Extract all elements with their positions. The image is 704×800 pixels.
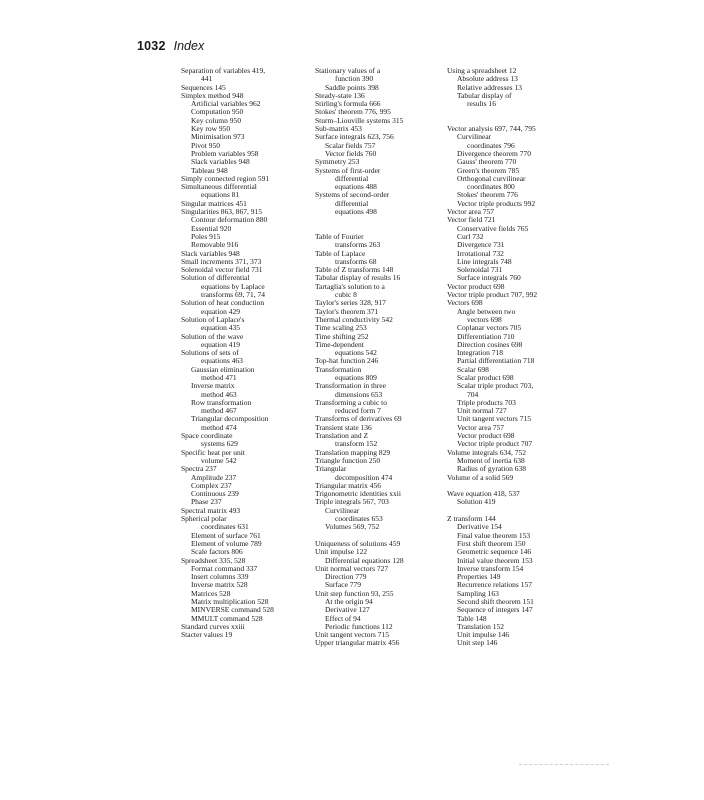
index-entry: Vectors 698 xyxy=(447,298,483,308)
index-subentry: Surface 779 xyxy=(325,580,362,590)
index-subentry: Triple products 703 xyxy=(457,397,516,407)
index-subentry: Recurrence relations 157 xyxy=(457,580,532,590)
index-subentry: Scalar 698 xyxy=(457,364,489,374)
index-subentry: Divergence theorem 770 xyxy=(457,148,532,158)
index-subentry: equations 809 xyxy=(335,372,377,382)
index-subentry: Scalar fields 757 xyxy=(325,140,376,150)
index-subentry: Element of volume 789 xyxy=(191,538,262,548)
index-subentry: Format command 337 xyxy=(191,563,258,573)
index-subentry: 441 xyxy=(201,74,213,84)
index-entry: Top-hat function 246 xyxy=(315,356,379,366)
index-subentry: At the origin 94 xyxy=(325,597,373,606)
index-subentry: equations 542 xyxy=(335,348,377,358)
index-entry: Table of Fourier xyxy=(315,231,364,241)
index-entry: Simultaneous differential xyxy=(181,182,257,192)
index-subentry: Matrix multiplication 528 xyxy=(191,597,269,606)
index-subentry: Matrices 528 xyxy=(191,588,231,598)
index-subentry: function 390 xyxy=(335,74,374,84)
index-subentry: MMULT command 528 xyxy=(191,613,263,623)
index-subentry: Moment of inertia 638 xyxy=(457,455,525,465)
index-subentry: Absolute address 13 xyxy=(457,74,518,84)
index-subentry: Continuous 239 xyxy=(191,489,239,499)
index-entry: Surface integrals 623, 756 xyxy=(315,132,394,142)
index-entry: Unit tangent vectors 715 xyxy=(315,630,389,640)
index-subentry: Second shift theorem 151 xyxy=(457,597,534,606)
index-subentry: transform 152 xyxy=(335,439,378,449)
index-entry: Stacter values 19 xyxy=(181,630,233,640)
index-subentry: Vector fields 760 xyxy=(325,148,377,158)
index-subentry: coordinates 631 xyxy=(201,522,249,532)
index-entry: Spreadsheet 335, 528 xyxy=(181,555,246,565)
index-entry: Uniqueness of solutions 459 xyxy=(315,538,401,548)
index-subentry: method 471 xyxy=(201,372,237,382)
index-entry: Volume integrals 634, 752 xyxy=(447,447,527,457)
index-entry: Vector field 721 xyxy=(447,215,496,225)
index-entry: Standard curves xxiii xyxy=(181,621,245,631)
index-entry: Solenoidal vector field 731 xyxy=(181,265,263,275)
index-entry: Triple integrals 567, 703 xyxy=(315,497,389,507)
index-entry: Time-dependent xyxy=(315,339,364,349)
index-subentry: Slack variables 948 xyxy=(191,157,250,167)
index-entry: Unit normal vectors 727 xyxy=(315,563,389,573)
index-entry: Triangular matrix 456 xyxy=(315,480,381,490)
index-subentry: Angle between two xyxy=(457,306,516,316)
index-subentry: Tableau 948 xyxy=(191,165,228,175)
index-entry: Sequences 145 xyxy=(181,82,226,92)
index-subentry: method 463 xyxy=(201,389,237,399)
index-subentry: Orthogonal curvilinear xyxy=(457,173,526,183)
index-subentry: method 467 xyxy=(201,406,237,416)
index-entry: Vector area 757 xyxy=(447,207,495,217)
index-subentry: Amplitude 237 xyxy=(191,472,237,482)
index-subentry: Tabular display of xyxy=(457,90,512,100)
index-subentry: equation 419 xyxy=(201,339,240,349)
index-subentry: Stokes' theorem 776 xyxy=(457,190,518,200)
page-header xyxy=(137,37,204,55)
index-subentry: Differentiation 710 xyxy=(457,331,515,341)
index-subentry: Vector triple products 992 xyxy=(457,198,536,208)
index-subentry: Vector triple product 707 xyxy=(457,439,533,449)
index-subentry: Key column 950 xyxy=(191,115,241,125)
index-subentry: Vector area 757 xyxy=(457,422,505,432)
index-subentry: Pivot 950 xyxy=(191,140,220,150)
index-subentry: Solution 419 xyxy=(457,497,496,507)
index-subentry: Direction 779 xyxy=(325,572,367,582)
index-subentry: Unit tangent vectors 715 xyxy=(457,414,531,424)
index-subentry: Inverse matrix 528 xyxy=(191,580,248,590)
index-subentry: Geometric sequence 146 xyxy=(457,547,532,557)
index-entry: Stokes' theorem 776, 995 xyxy=(315,107,391,117)
index-entry: Transforming a cubic to xyxy=(315,397,388,407)
index-entry: Sturm–Liouville systems 315 xyxy=(315,115,404,125)
index-subentry: Line integrals 748 xyxy=(457,256,512,266)
index-subentry: Irrotational 732 xyxy=(457,248,504,258)
index-entry: Transformation xyxy=(315,364,362,374)
index-entry: Trigonometric identities xxii xyxy=(315,489,401,499)
index-entry: Solution of Laplace's xyxy=(181,314,245,324)
index-subentry: Row transformation xyxy=(191,397,252,407)
index-subentry: equations by Laplace xyxy=(201,281,265,291)
index-subentry: Triangular decomposition xyxy=(191,414,269,424)
index-entry: Table of Laplace xyxy=(315,248,366,258)
index-subentry: Computation 950 xyxy=(191,107,244,117)
index-entry: Volume of a solid 569 xyxy=(447,472,514,482)
index-entry: Slack variables 948 xyxy=(181,248,240,258)
index-subentry: Derivative 127 xyxy=(325,605,370,615)
index-subentry: Relative addresses 13 xyxy=(457,82,522,92)
index-entry: Wave equation 418, 537 xyxy=(447,489,520,499)
index-subentry: Complex 237 xyxy=(191,480,232,490)
index-subentry: MINVERSE command 528 xyxy=(191,605,274,615)
index-subentry: Key row 950 xyxy=(191,124,231,134)
index-subentry: Sequence of integers 147 xyxy=(457,605,533,615)
index-entry: Triangular xyxy=(315,464,347,474)
index-subentry: Minimisation 973 xyxy=(191,132,245,142)
index-subentry: Problem variables 958 xyxy=(191,148,259,158)
index-subentry: Derivative 154 xyxy=(457,522,502,532)
index-subentry: Unit impulse 146 xyxy=(457,630,510,640)
index-subentry: Table 148 xyxy=(457,613,487,623)
index-subentry: Gaussian elimination xyxy=(191,364,255,374)
index-entry: Solution of the wave xyxy=(181,331,244,341)
index-subentry: Radius of gyration 638 xyxy=(457,464,526,474)
index-entry: Small increments 371, 373 xyxy=(181,256,262,266)
index-column-3 xyxy=(447,67,575,648)
index-entry: Systems of second-order xyxy=(315,190,390,200)
index-entry: Steady-state 136 xyxy=(315,90,365,100)
index-column-1 xyxy=(181,67,309,639)
index-subentry: Scalar triple product 703, xyxy=(457,381,534,391)
index-subentry: Insert columns 339 xyxy=(191,572,249,582)
index-subentry: Green's theorem 785 xyxy=(457,165,520,175)
index-subentry: transforms 68 xyxy=(335,256,377,266)
index-subentry: Scale factors 806 xyxy=(191,547,243,557)
index-entry: Singularities 863, 867, 915 xyxy=(181,207,263,217)
index-subentry: vectors 698 xyxy=(467,314,502,324)
index-subentry: Final value theorem 153 xyxy=(457,530,531,540)
index-entry: Vector product 698 xyxy=(447,281,505,291)
index-subentry: Unit normal 727 xyxy=(457,406,507,416)
index-entry: Spherical polar xyxy=(181,514,227,524)
index-entry: Singular matrices 451 xyxy=(181,198,247,208)
index-subentry: Periodic functions 112 xyxy=(325,621,393,631)
index-subentry: Partial differentiation 718 xyxy=(457,356,535,366)
index-subentry: 704 xyxy=(467,389,479,399)
index-gap xyxy=(447,108,575,116)
index-subentry: Surface integrals 760 xyxy=(457,273,521,283)
index-entry: Solution of differential xyxy=(181,273,250,283)
index-entry: Symmetry 253 xyxy=(315,157,360,167)
index-subentry: equation 429 xyxy=(201,306,240,316)
index-entry: Z transform 144 xyxy=(447,514,496,524)
index-subentry: equation 435 xyxy=(201,323,240,333)
index-entry: Spectral matrix 493 xyxy=(181,505,241,515)
index-subentry: Poles 915 xyxy=(191,231,221,241)
index-subentry: cubic 8 xyxy=(335,290,357,300)
index-gap xyxy=(315,216,443,224)
index-subentry: volume 542 xyxy=(201,455,237,465)
page-number: 1032 xyxy=(137,39,166,53)
index-entry: Vector analysis 697, 744, 795 xyxy=(447,124,536,134)
index-entry: Solutions of sets of xyxy=(181,348,239,358)
index-entry: Simplex method 948 xyxy=(181,90,244,100)
index-entry: Table of Z transforms 148 xyxy=(315,265,394,275)
index-entry: Transformation in three xyxy=(315,381,386,391)
index-entry: Vector triple product 707, 992 xyxy=(447,290,538,300)
index-subentry: Vector product 698 xyxy=(457,431,515,441)
index-subentry: Inverse transform 154 xyxy=(457,563,524,573)
index-entry: Transient state 136 xyxy=(315,422,372,432)
index-subentry: Artificial variables 962 xyxy=(191,99,261,109)
index-subentry: Curvilinear xyxy=(457,132,492,142)
section-title: Index xyxy=(173,39,205,53)
index-subentry: results 16 xyxy=(467,99,496,109)
index-subentry: Phase 237 xyxy=(191,497,222,507)
index-entry: Unit impulse 122 xyxy=(315,547,368,557)
index-subentry: Saddle points 398 xyxy=(325,82,379,92)
index-subentry: Properties 149 xyxy=(457,572,501,582)
index-subentry: Scalar product 698 xyxy=(457,372,514,382)
index-entry: Spectra 237 xyxy=(181,464,217,474)
index-entry: Solution of heat conduction xyxy=(181,298,265,308)
index-subentry: equations 463 xyxy=(201,356,243,366)
index-entry: Using a spreadsheet 12 xyxy=(447,66,517,75)
index-subentry: Integration 718 xyxy=(457,348,504,358)
index-entry: Stirling's formula 666 xyxy=(315,99,381,109)
index-entry: Unit step function 93, 255 xyxy=(315,588,394,598)
index-subentry: Inverse matrix xyxy=(191,381,235,391)
index-subentry: equations 498 xyxy=(335,207,377,217)
index-subentry: Essential 920 xyxy=(191,223,232,233)
index-entry: Time shifting 252 xyxy=(315,331,369,341)
index-entry: Tabular display of results 16 xyxy=(315,273,401,283)
index-entry: Systems of first-order xyxy=(315,165,381,175)
index-subentry: Unit step 146 xyxy=(457,638,498,648)
index-subentry: coordinates 800 xyxy=(467,182,515,192)
index-entry: Space coordinate xyxy=(181,431,233,441)
index-entry: Specific heat per unit xyxy=(181,447,245,457)
index-subentry: method 474 xyxy=(201,422,237,432)
index-entry: Transforms of derivatives 69 xyxy=(315,414,402,424)
index-subentry: Removable 916 xyxy=(191,240,239,250)
index-subentry: coordinates 653 xyxy=(335,514,383,524)
index-subentry: Contour deformation 880 xyxy=(191,215,268,225)
index-subentry: dimensions 653 xyxy=(335,389,383,399)
index-subentry: coordinates 796 xyxy=(467,140,515,150)
index-subentry: reduced form 7 xyxy=(335,406,381,416)
index-entry: Thermal conductivity 542 xyxy=(315,314,393,324)
index-subentry: First shift theorem 150 xyxy=(457,538,526,548)
index-subentry: systems 629 xyxy=(201,439,238,449)
index-subentry: differential xyxy=(335,198,369,208)
index-subentry: Conservative fields 765 xyxy=(457,223,529,233)
index-subentry: Direction cosines 698 xyxy=(457,339,523,349)
index-subentry: Divergence 731 xyxy=(457,240,505,250)
index-subentry: Volumes 569, 752 xyxy=(325,522,380,532)
index-entry: Tartaglia's solution to a xyxy=(315,281,385,291)
index-subentry: Initial value theorem 153 xyxy=(457,555,533,565)
index-entry: Separation of variables 419, xyxy=(181,66,266,75)
index-entry: Sub-matrix 453 xyxy=(315,124,362,134)
index-entry: Upper triangular matrix 456 xyxy=(315,638,400,648)
index-subentry: transforms 69, 71, 74 xyxy=(201,290,265,300)
index-entry: Taylor's series 328, 917 xyxy=(315,298,386,308)
index-entry: Simply connected region 591 xyxy=(181,173,270,183)
index-subentry: transforms 263 xyxy=(335,240,381,250)
index-subentry: Translation 152 xyxy=(457,621,505,631)
index-subentry: Element of surface 761 xyxy=(191,530,261,540)
index-entry: Translation and Z xyxy=(315,431,369,441)
index-entry: Stationary values of a xyxy=(315,66,381,75)
index-subentry: Sampling 163 xyxy=(457,588,499,598)
index-subentry: Coplanar vectors 705 xyxy=(457,323,522,333)
index-subentry: Effect of 94 xyxy=(325,613,361,623)
index-subentry: decomposition 474 xyxy=(335,472,393,482)
index-subentry: equations 488 xyxy=(335,182,377,192)
index-subentry: equations 81 xyxy=(201,190,240,200)
index-entry: Translation mapping 829 xyxy=(315,447,391,457)
index-subentry: Gauss' theorem 770 xyxy=(457,157,517,167)
index-subentry: Differential equations 128 xyxy=(325,555,404,565)
index-entry: Time scaling 253 xyxy=(315,323,367,333)
index-subentry: differential xyxy=(335,173,369,183)
footer-rule xyxy=(519,764,609,765)
index-column-2 xyxy=(315,67,443,648)
index-subentry: Curl 732 xyxy=(457,231,484,241)
index-subentry: Curvilinear xyxy=(325,505,360,515)
index-entry: Triangle function 250 xyxy=(315,455,381,465)
index-subentry: Solenoidal 731 xyxy=(457,265,503,275)
index-entry: Taylor's theorem 371 xyxy=(315,306,379,316)
